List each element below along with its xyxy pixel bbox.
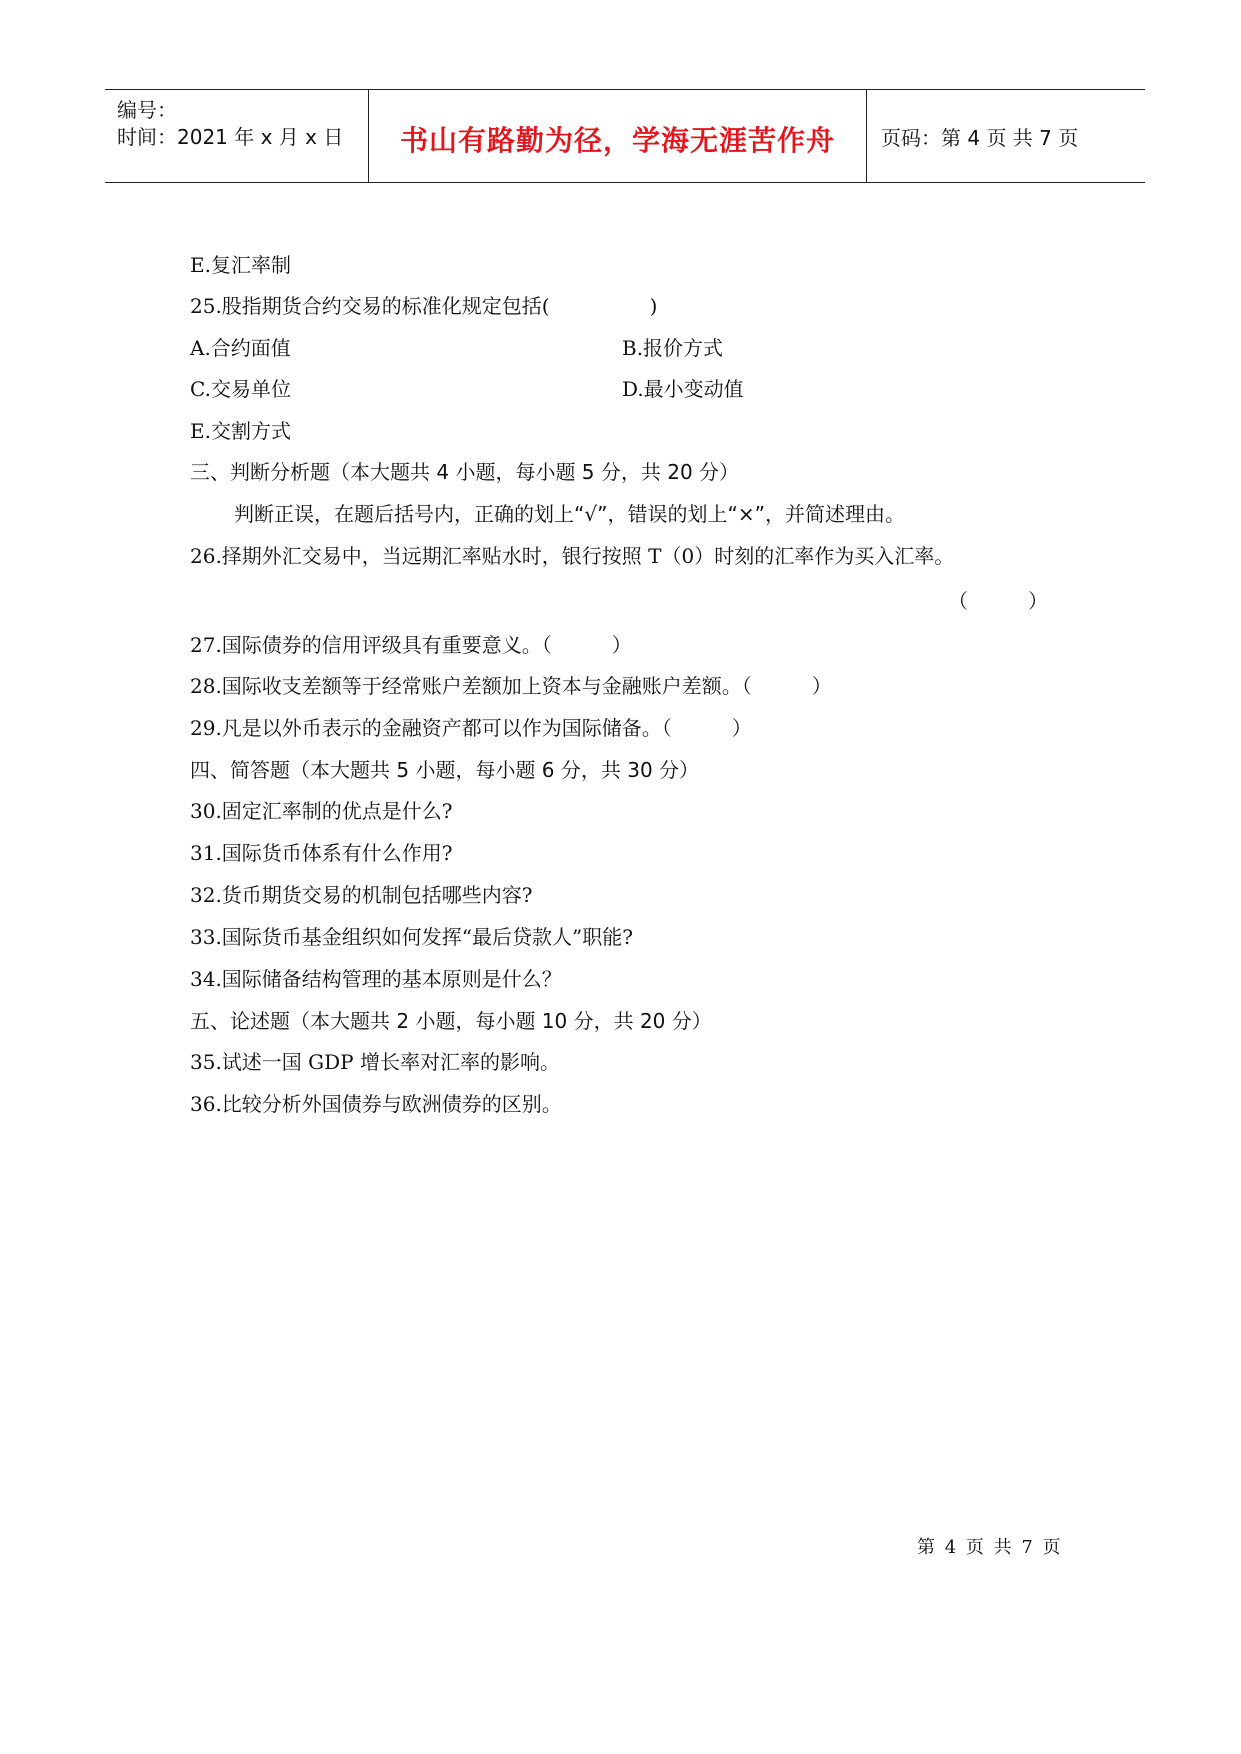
header-page-code: 页码：第 4 页 共 7 页 [881,126,1079,150]
header-info-cell [105,90,368,182]
header-motto: 书山有路勤为径，学海无涯苦作舟 [399,124,835,157]
option-c-q25: C.交易单位 [190,377,291,401]
question-27: 27.国际债券的信用评级具有重要意义。（ ） [190,633,632,657]
question-34: 34.国际储备结构管理的基本原则是什么？ [190,967,562,991]
section-3-heading: 三、判断分析题（本大题共 4 小题，每小题 5 分，共 20 分） [190,460,740,484]
option-b-q25: B.报价方式 [622,336,724,360]
question-26: 26.择期外汇交易中，当远期汇率贴水时，银行按照 T（0）时刻的汇率作为买入汇率。 [190,544,955,568]
question-36: 36.比较分析外国债券与欧洲债券的区别。 [190,1092,562,1116]
section-5-heading: 五、论述题（本大题共 2 小题，每小题 10 分，共 20 分） [190,1009,712,1033]
header-motto-cell [368,90,867,182]
option-e-q24: E.复汇率制 [190,253,291,277]
document-number-label: 编号： [117,98,177,122]
question-26-answer-blank: （ ） [948,589,1048,613]
section-4-heading: 四、简答题（本大题共 5 小题，每小题 6 分，共 30 分） [190,758,700,782]
document-time-label: 时间：2021 年 x 月 x 日 [117,125,344,149]
question-29: 29.凡是以外币表示的金融资产都可以作为国际储备。（ ） [190,716,752,740]
question-28: 28.国际收支差额等于经常账户差额加上资本与金融账户差额。（ ） [190,674,832,698]
page-header [105,89,1145,183]
question-32: 32.货币期货交易的机制包括哪些内容? [190,883,533,907]
question-33: 33.国际货币基金组织如何发挥“最后贷款人”职能? [190,925,633,949]
question-25: 25.股指期货合约交易的标准化规定包括( ) [190,294,658,318]
option-a-q25: A.合约面值 [190,336,291,360]
page-footer-number: 第 4 页 共 7 页 [917,1537,1063,1558]
question-35: 35.试述一国 GDP 增长率对汇率的影响。 [190,1050,560,1074]
option-d-q25: D.最小变动值 [622,377,744,401]
option-e-q25: E.交割方式 [190,419,291,443]
question-31: 31.国际货币体系有什么作用? [190,841,453,865]
question-30: 30.固定汇率制的优点是什么? [190,799,453,823]
header-page-cell [867,90,1145,182]
section-3-instruction: 判断正误，在题后括号内，正确的划上“√”，错误的划上“×”，并简述理由。 [234,502,905,526]
